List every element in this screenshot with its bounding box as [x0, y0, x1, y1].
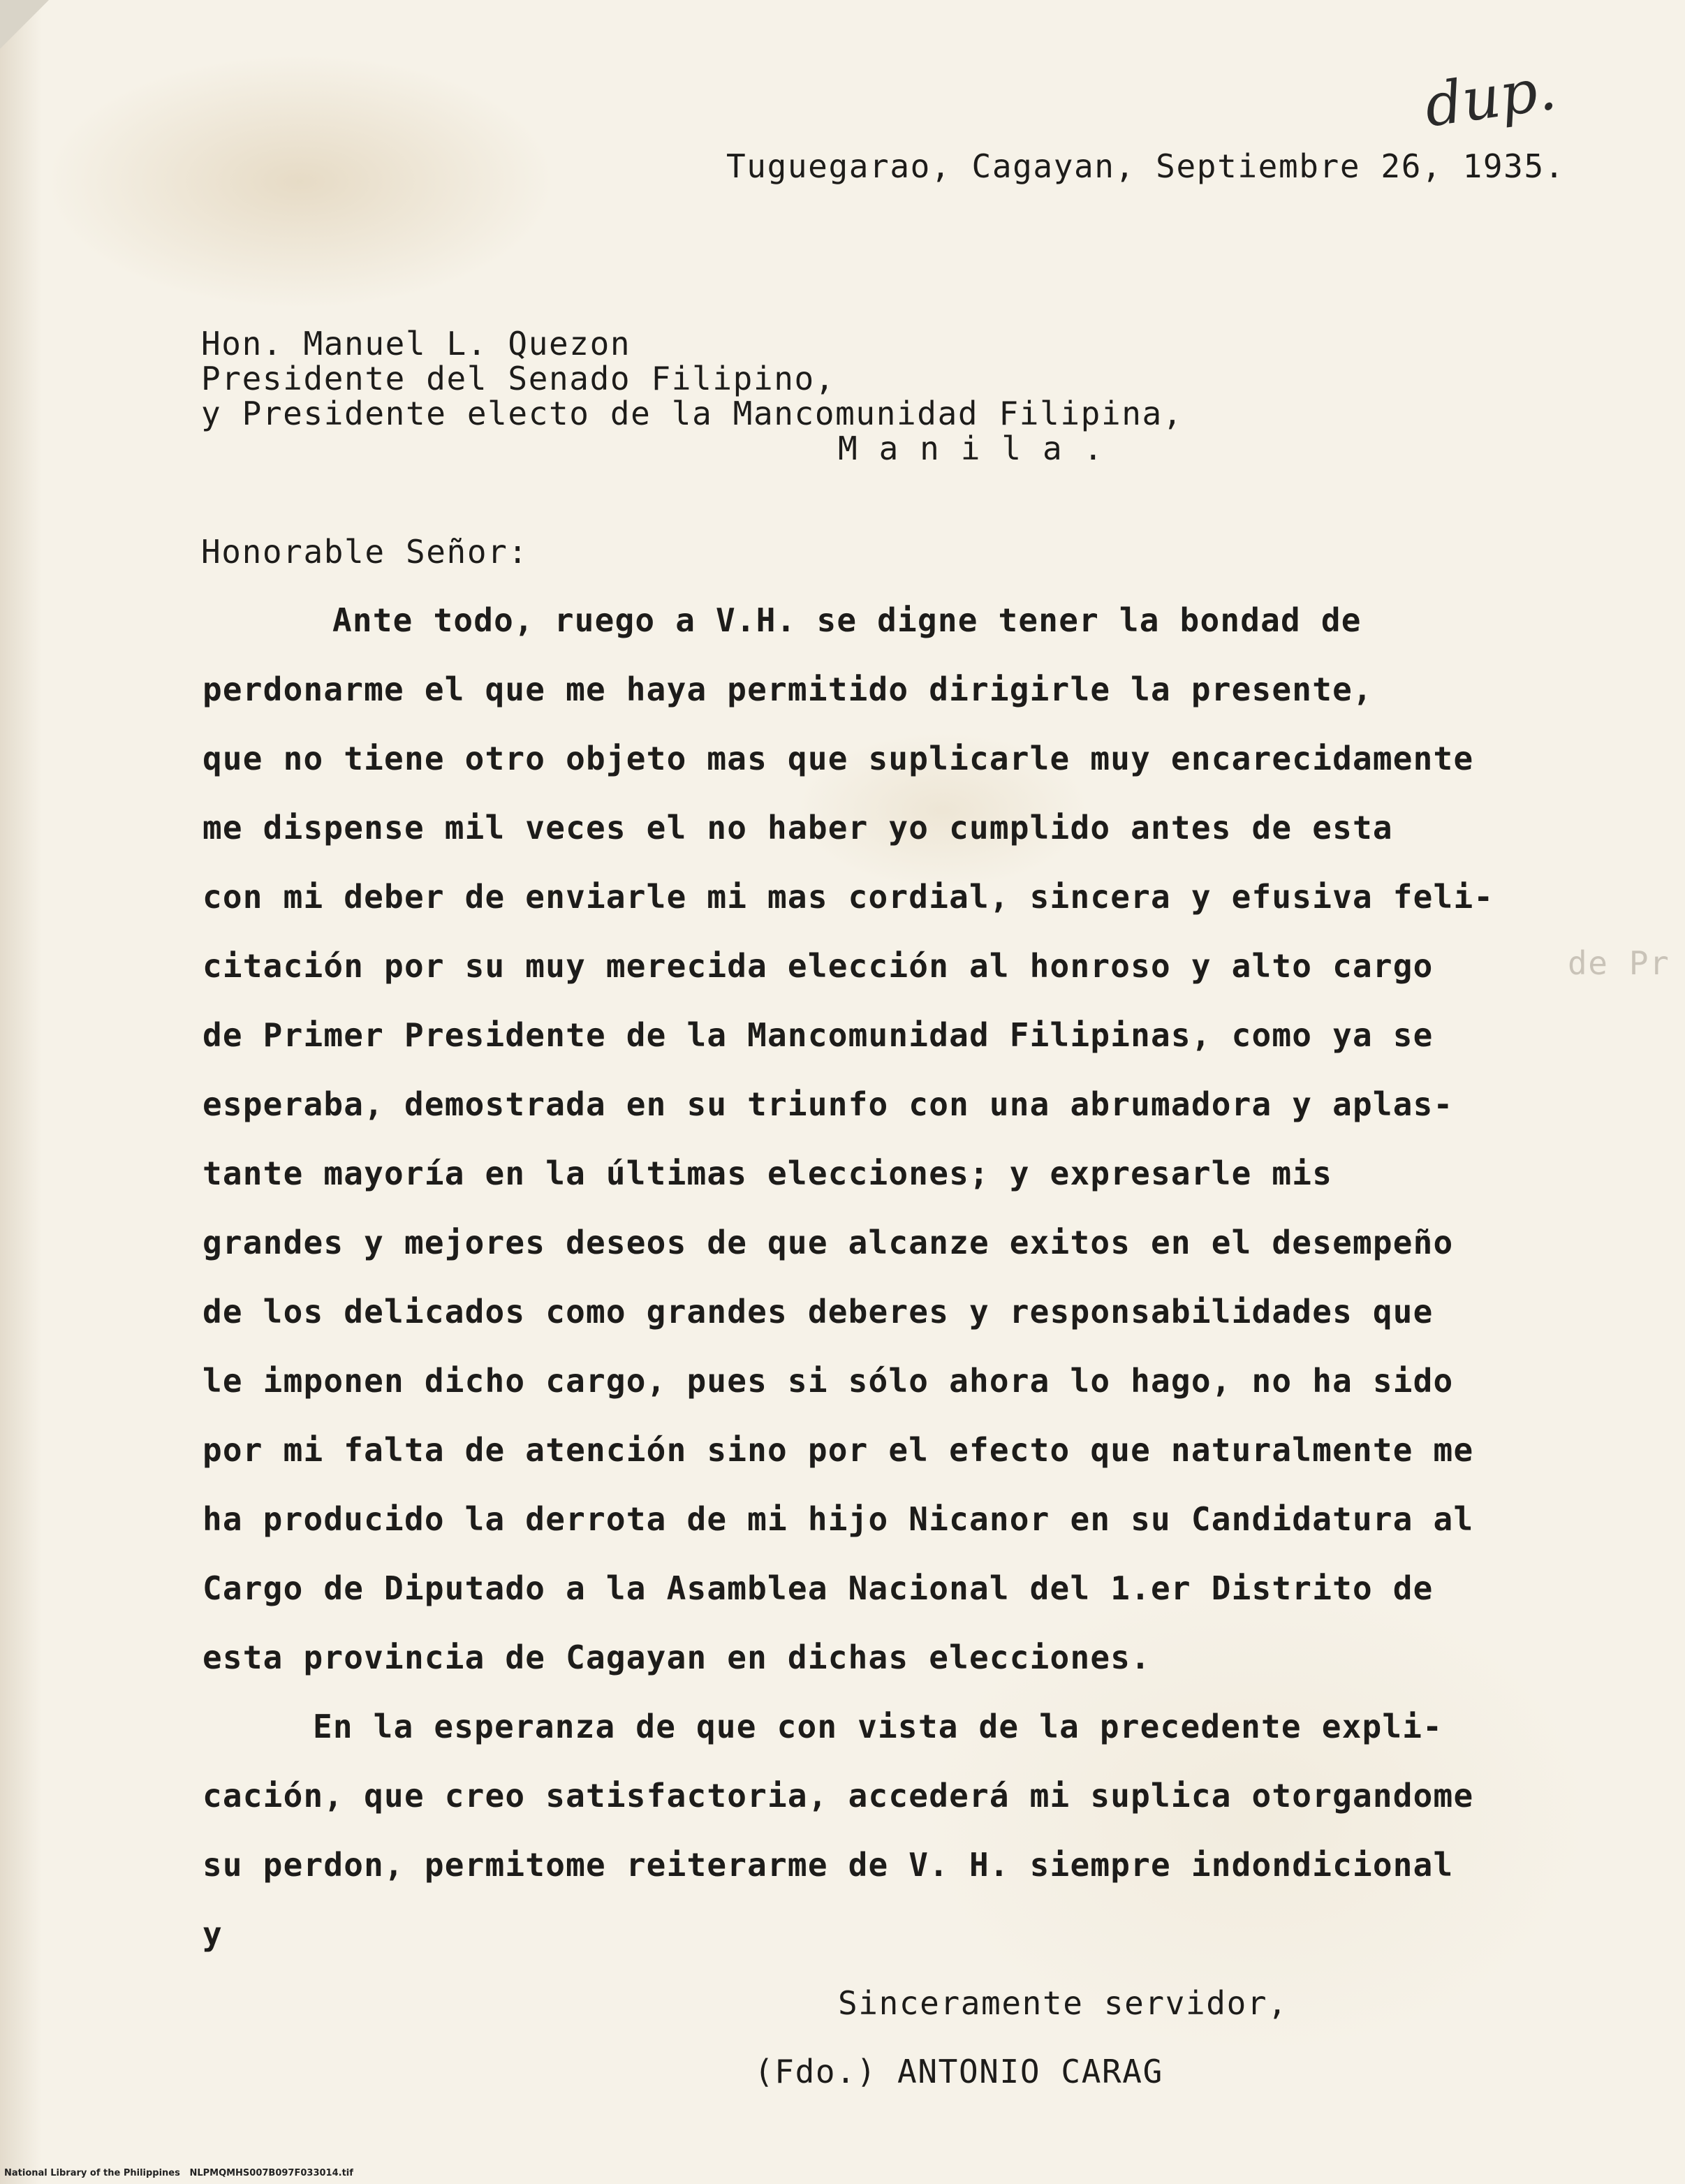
salutation: Honorable Señor: — [201, 533, 529, 571]
body-line: de los delicados como grandes deberes y responsabilidades que — [203, 1293, 1434, 1331]
address-line-1: Hon. Manuel L. Quezon — [201, 325, 631, 362]
body-line: esta provincia de Cagayan en dichas elecciones. — [203, 1639, 1151, 1676]
body-line: y — [203, 1915, 223, 1953]
body-line: me dispense mil veces el no haber yo cumplido antes de esta — [203, 809, 1393, 847]
signature-line: (Fdo.) ANTONIO CARAG — [754, 2053, 1163, 2090]
address-line-city: M a n i l a . — [838, 430, 1104, 467]
body-line: de Primer Presidente de la Mancomunidad Filipinas, como ya se — [203, 1016, 1434, 1054]
body-line: En la esperanza de que con vista de la precedente expli- — [313, 1708, 1443, 1745]
archive-footer — [4, 2168, 353, 2178]
body-line: le imponen dicho cargo, pues si sólo ahora lo hago, no ha sido — [203, 1362, 1454, 1400]
file-id: NLPMQMHS007B097F033014.tif — [189, 2168, 353, 2178]
body-line: cación, que creo satisfactoria, accederá mi suplica otorgandome — [203, 1777, 1474, 1815]
address-line-2: Presidente del Senado Filipino, — [201, 360, 836, 397]
body-line: Cargo de Diputado a la Asamblea Nacional del 1.er Distrito de — [203, 1569, 1434, 1607]
body-line: perdonarme el que me haya permitido dirigirle la presente, — [203, 670, 1373, 708]
body-line: ha producido la derrota de mi hijo Nicanor en su Candidatura al — [203, 1500, 1474, 1538]
body-line: con mi deber de enviarle mi mas cordial, sincera y efusiva feli- — [203, 878, 1494, 916]
handwritten-note: dup. — [1420, 54, 1561, 140]
body-line: tante mayoría en la últimas elecciones; y expresarle mis — [203, 1155, 1333, 1192]
body-line: su perdon, permitome reiterarme de V. H. siempre indondicional — [203, 1846, 1454, 1884]
body-line: por mi falta de atención sino por el efecto que naturalmente me — [203, 1431, 1474, 1469]
body-line: que no tiene otro objeto mas que suplicarle muy encarecidamente — [203, 740, 1474, 777]
body-line: grandes y mejores deseos de que alcanze exitos en el desempeño — [203, 1224, 1454, 1261]
body-line: Ante todo, ruego a V.H. se digne tener la bondad de — [332, 601, 1362, 639]
body-line: citación por su muy merecida elección al honroso y alto cargo — [203, 947, 1434, 985]
library-credit: National Library of the Philippines — [4, 2168, 180, 2178]
body-line: esperaba, demostrada en su triunfo con una abrumadora y aplas- — [203, 1085, 1454, 1123]
faint-overtyped-text: de Pr — [1568, 944, 1670, 982]
address-line-3: y Presidente electo de la Mancomunidad Filipina, — [201, 395, 1184, 432]
folded-corner — [0, 0, 49, 49]
date-line: Tuguegarao, Cagayan, Septiembre 26, 1935. — [726, 147, 1566, 185]
closing-line: Sinceramente servidor, — [838, 1984, 1288, 2022]
